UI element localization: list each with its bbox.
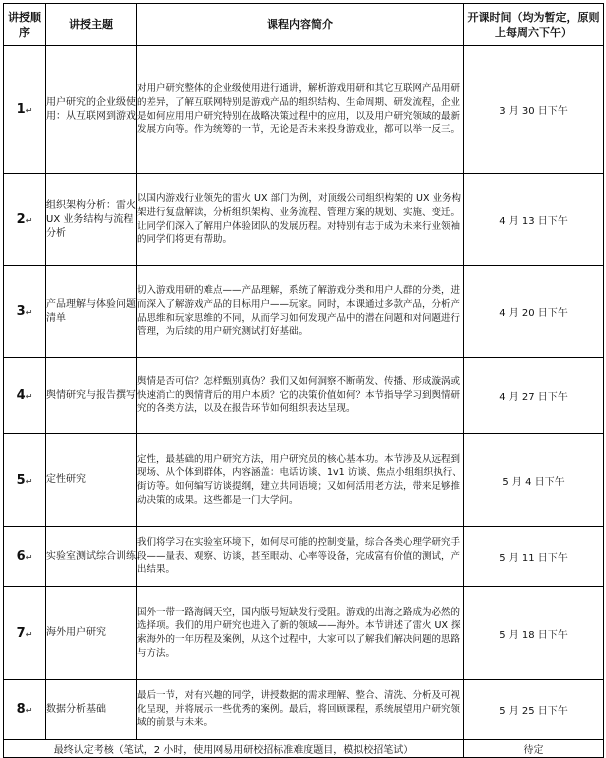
final-exam-date: 待定 xyxy=(464,740,604,758)
lesson-number: 1↵ xyxy=(4,46,46,174)
lesson-date: 4 月 20 日下午 xyxy=(464,266,604,358)
header-row xyxy=(4,4,604,46)
lesson-topic: 数据分析基础 xyxy=(46,680,137,740)
lesson-content: 定性，最基础的用户研究方法，用户研究员的核心基本功。本节涉及从远程到现场、从个体到群体，内容涵盖：电话访谈、1v1 访谈、焦点小组组织执行、街访等。如何编写访谈提纲，建立共同语境；又如何活用老方法，带来足够推动决策的成果。这些都是一门大学问。 xyxy=(137,434,464,527)
table-row xyxy=(4,587,604,680)
lesson-topic: 实验室测试综合训练 xyxy=(46,527,137,587)
lesson-date: 4 月 27 日下午 xyxy=(464,358,604,434)
header-order: 讲授顺序 xyxy=(4,4,46,46)
table-row xyxy=(4,434,604,527)
lesson-number: 7↵ xyxy=(4,587,46,680)
table-row xyxy=(4,174,604,266)
lesson-content: 国外一带一路海阔天空，国内版号短缺发行受阻。游戏的出海之路成为必然的选择项。我们的用户研究也进入了新的领域——海外。本节讲述了雷火 UX 探索海外的一年历程及案例，从这个过程中，大家可以了解我们解决问题的思路与方法。 xyxy=(137,587,464,680)
footer-row xyxy=(4,740,604,758)
final-exam-description: 最终认定考核（笔试，2 小时，使用网易用研校招标准难度题目，模拟校招笔试） xyxy=(4,740,464,758)
table-row xyxy=(4,46,604,174)
lesson-number: 3↵ xyxy=(4,266,46,358)
course-schedule-table xyxy=(3,3,604,758)
lesson-topic: 产品理解与体验问题清单 xyxy=(46,266,137,358)
lesson-date: 5 月 18 日下午 xyxy=(464,587,604,680)
table-row xyxy=(4,527,604,587)
lesson-topic: 海外用户研究 xyxy=(46,587,137,680)
table-row xyxy=(4,358,604,434)
lesson-topic: 定性研究 xyxy=(46,434,137,527)
lesson-number: 6↵ xyxy=(4,527,46,587)
lesson-content: 切入游戏用研的难点——产品理解，系统了解游戏分类和用户人群的分类，进而深入了解游戏产品的目标用户——玩家。同时，本课通过多款产品，分析产品思维和玩家思维的不同，从而学习如何发现产品中的潜在问题和对问题进行管理，为后续的用户研究测试打好基础。 xyxy=(137,266,464,358)
lesson-content: 我们将学习在实验室环境下，如何尽可能的控制变量，综合各类心理学研究手段——量表、观察、访谈，甚至眼动、心率等设备，完成富有价值的测试，产出结果。 xyxy=(137,527,464,587)
lesson-topic: 用户研究的企业级使用：从互联网到游戏 xyxy=(46,46,137,174)
lesson-topic: 舆情研究与报告撰写 xyxy=(46,358,137,434)
header-topic: 讲授主题 xyxy=(46,4,137,46)
lesson-number: 8↵ xyxy=(4,680,46,740)
lesson-content: 以国内游戏行业领先的雷火 UX 部门为例，对顶级公司组织构架的 UX 业务构架进行复盘解读，分析组织架构、业务流程、管理方案的规划、实施、变迁。让同学们深入了解用户体验团队的发展历程。对特别有志于成为未来行业领袖的同学们将更有帮助。 xyxy=(137,174,464,266)
lesson-date: 4 月 13 日下午 xyxy=(464,174,604,266)
table-row xyxy=(4,680,604,740)
lesson-number: 4↵ xyxy=(4,358,46,434)
lesson-number: 5↵ xyxy=(4,434,46,527)
lesson-content: 对用户研究整体的企业级使用进行通讲，解析游戏用研和其它互联网产品用研的差异，了解互联网特别是游戏产品的组织结构、生命周期、研发流程，企业是如何应用用户研究特别在战略决策过程中的应用，以及用户研究领域的最新发展方向等。作为统筹的一节，无论是否未来投身游戏业，都可以举一反三。 xyxy=(137,46,464,174)
lesson-topic: 组织架构分析：雷火 UX 业务结构与流程分析 xyxy=(46,174,137,266)
lesson-date: 5 月 11 日下午 xyxy=(464,527,604,587)
lesson-date: 5 月 25 日下午 xyxy=(464,680,604,740)
lesson-content: 舆情是否可信？怎样甄别真伪？我们又如何洞察不断萌发、传播、形成漩涡或快速消亡的舆情背后的用户本质？它的决策价值如何？本节指导学习到舆情研究的各类方法，以及在报告环节如何组织表达呈现。 xyxy=(137,358,464,434)
lesson-date: 5 月 4 日下午 xyxy=(464,434,604,527)
header-date: 开课时间（均为暂定，原则上每周六下午） xyxy=(464,4,604,46)
lesson-date: 3 月 30 日下午 xyxy=(464,46,604,174)
header-content: 课程内容简介 xyxy=(137,4,464,46)
lesson-content: 最后一节，对有兴趣的同学，讲授数据的需求理解、整合、清洗、分析及可视化呈现，并将展示一些优秀的案例。最后，将回顾课程，系统展望用户研究领域的前景与未来。 xyxy=(137,680,464,740)
table-row xyxy=(4,266,604,358)
lesson-number: 2↵ xyxy=(4,174,46,266)
